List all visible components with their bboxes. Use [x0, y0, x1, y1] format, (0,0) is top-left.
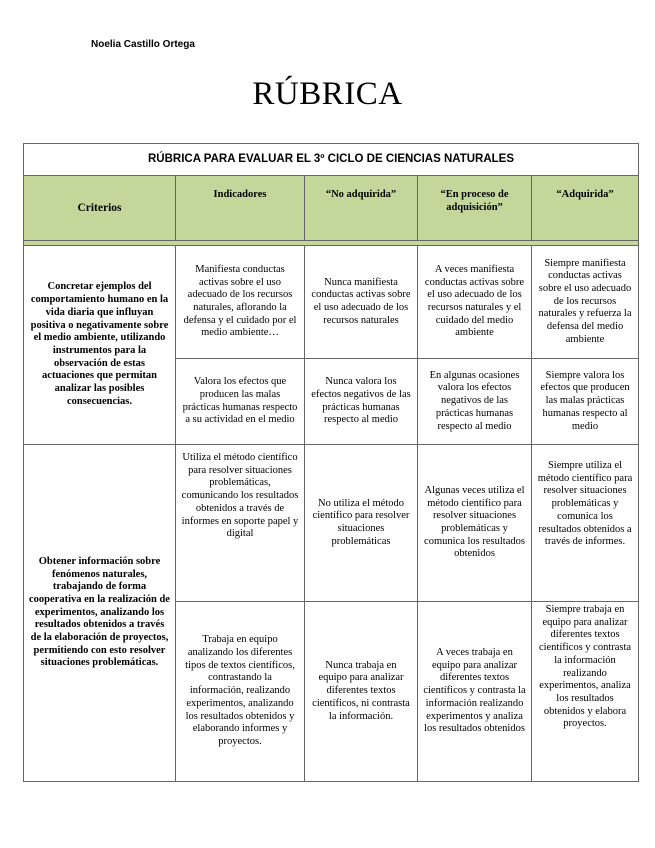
header-en-proceso: “En proceso de adquisición” [418, 176, 532, 241]
en-proceso-cell: A veces trabaja en equipo para analizar diferentes textos científicos y contrasta la información realizando experimentos y analiza los resultados obtenidos [418, 602, 532, 782]
table-row [24, 445, 639, 602]
adquirida-cell: Siempre trabaja en equipo para analizar diferentes textos científicos y contrasta la información realizando experimentos, analiza los resultados obtenidos y elabora proyectos. [532, 602, 639, 782]
en-proceso-cell: Algunas veces utiliza el método científico para resolver situaciones problemáticas y comunica los resultados obtenidos [418, 445, 532, 602]
header-row [24, 176, 639, 241]
indicator-cell: Manifiesta conductas activas sobre el uso adecuado de los recursos naturales, aflorando la defensa y el cuidado por el medio ambiente… [176, 246, 305, 359]
no-adquirida-cell: Nunca trabaja en equipo para analizar diferentes textos científicos, ni contrasta la información. [305, 602, 418, 782]
indicator-cell: Utiliza el método científico para resolver situaciones problemáticas, comunicando los resultados obtenidos a través de informes en soporte papel y digital [176, 445, 305, 602]
indicator-cell: Valora los efectos que producen las malas prácticas humanas respecto a su actividad en el medio [176, 359, 305, 445]
header-no-adquirida: “No adquirida” [305, 176, 418, 241]
rubric-table [23, 143, 639, 782]
criterion-cell: Obtener información sobre fenómenos naturales, trabajando de forma cooperativa en la realización de experimentos, analizando los resultados obtenidos a través de la elaboración de proyectos, permitiendo con esto resolver situaciones problemáticas. [24, 445, 176, 782]
header-adquirida: “Adquirida” [532, 176, 639, 241]
no-adquirida-cell: Nunca manifiesta conductas activas sobre el uso adecuado de los recursos naturales [305, 246, 418, 359]
no-adquirida-cell: No utiliza el método científico para resolver situaciones problemáticas [305, 445, 418, 602]
author-name: Noelia Castillo Ortega [91, 39, 195, 50]
en-proceso-cell: En algunas ocasiones valora los efectos negativos de las prácticas humanas respecto al medio [418, 359, 532, 445]
adquirida-cell: Siempre utiliza el método científico para resolver situaciones problemáticas y comunica los resultados obtenidos a través de informes. [532, 445, 639, 602]
adquirida-cell: Siempre manifiesta conductas activas sobre el uso adecuado de los recursos naturales y refuerza la defensa del medio ambiente [532, 246, 639, 359]
document-title: RÚBRICA [252, 76, 403, 112]
header-criterios: Criterios [24, 176, 176, 241]
caption-row [24, 144, 639, 176]
no-adquirida-cell: Nunca valora los efectos negativos de las prácticas humanas respecto al medio [305, 359, 418, 445]
en-proceso-cell: A veces manifiesta conductas activas sobre el uso adecuado de los recursos naturales y el cuidado del medio ambiente [418, 246, 532, 359]
header-indicadores: Indicadores [176, 176, 305, 241]
adquirida-cell: Siempre valora los efectos que producen las malas prácticas humanas respecto al medio [532, 359, 639, 445]
table-caption: RÚBRICA PARA EVALUAR EL 3º CICLO DE CIENCIAS NATURALES [24, 144, 639, 176]
table-row [24, 246, 639, 359]
criterion-cell: Concretar ejemplos del comportamiento humano en la vida diaria que influyan positiva o negativamente sobre el medio ambiente, utilizando instrumentos para la observación de estas actuaciones que permitan analizar las posibles consecuencias. [24, 246, 176, 445]
indicator-cell: Trabaja en equipo analizando los diferentes tipos de textos científicos, contrastando la información, realizando experimentos, analizando los resultados obtenidos y elaborando informes y proyectos. [176, 602, 305, 782]
